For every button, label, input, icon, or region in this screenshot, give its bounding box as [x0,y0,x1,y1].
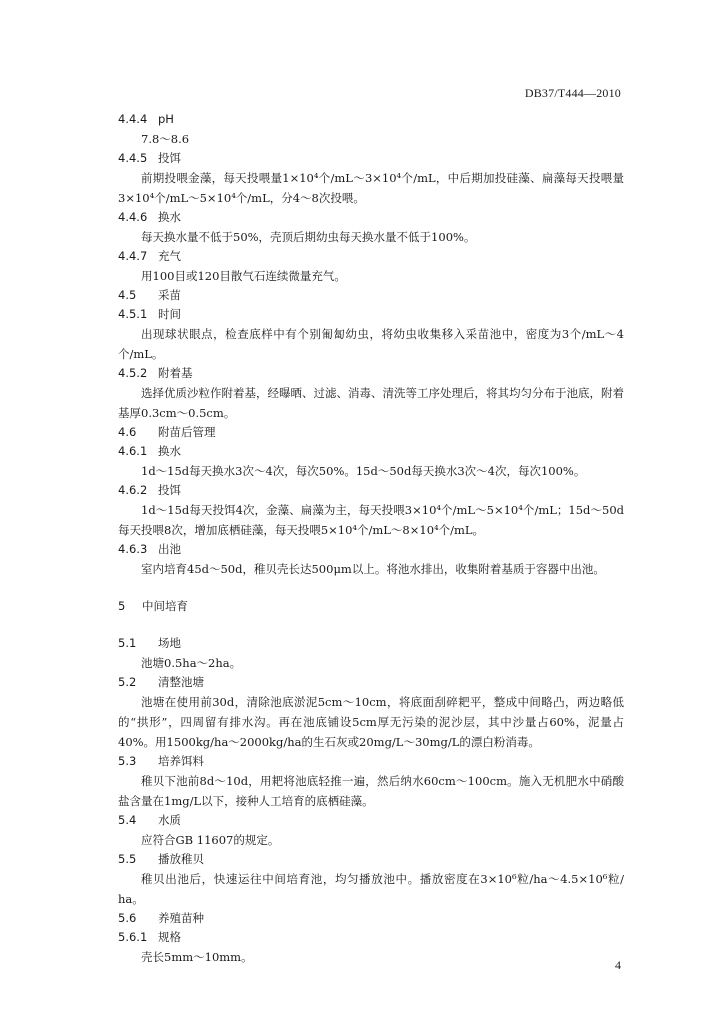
section-title: 附着基 [158,366,193,380]
section-number: 4.5 [118,288,137,302]
section-number: 4.4.6 [118,210,148,224]
section-number: 5.6 [118,911,137,925]
section-number: 5.6.1 [118,930,148,944]
body-paragraph: 池塘在使用前30d，清除池底淤泥5cm～10cm，将底面刮碎耙平，整成中间略凸，两边略低的“拱形”，四周留有排水沟。再在池底铺设5cm厚无污染的泥沙层，其中沙量占60%，泥量占40%。用1500kg/ha～2000kg/ha的生石灰或20mg/L～30mg/L的漂白粉消毒。 [118,695,624,749]
body-paragraph: 稚贝下池前8d～10d，用耙将池底轻推一遍，然后纳水60cm～100cm。施入无机肥水中硝酸盐含量在1mg/L以下，接种人工培育的底栖硅藻。 [118,774,624,808]
section-heading [118,673,624,692]
document-body [118,110,624,967]
body-paragraph: 前期投喂金藻，每天投喂量1×10⁴个/mL～3×10⁴个/mL，中后期加投硅藻、扁藻每天投喂量3×10⁴个/mL～5×10⁴个/mL，分4～8次投喂。 [118,171,624,205]
section-title: 采苗 [158,288,181,302]
section-number: 4.4.7 [118,249,148,263]
section-number: 4.5.1 [118,307,148,321]
body-paragraph: 室内培育45d～50d，稚贝壳长达500μm以上。将池水排出，收集附着基质于容器中出池。 [141,562,605,576]
body-paragraph: 每天换水量不低于50%，壳顶后期幼虫每天换水量不低于100%。 [141,230,476,244]
chapter-heading [118,597,624,616]
section-title: pH [158,112,174,126]
section-heading [118,811,624,830]
section-title: 播放稚贝 [158,852,204,866]
body-paragraph: 壳长5mm～10mm。 [141,950,253,964]
section-title: 培养饵料 [158,754,204,768]
section-title: 投饵 [158,483,181,497]
body-paragraph: 选择优质沙粒作附着基，经曝晒、过滤、消毒、清洗等工序处理后，将其均匀分布于池底，附着基厚0.3cm～0.5cm。 [118,386,624,420]
section-number: 4.6.2 [118,483,148,497]
section-heading [118,481,624,500]
body-paragraph: 1d～15d每天投饵4次，金藻、扁藻为主，每天投喂3×10⁴个/mL～5×10⁴个/mL；15d～50d每天投喂8次，增加底栖硅藻，每天投喂5×10⁴个/mL～8×10⁴个/mL。 [118,503,624,537]
page-number: 4 [615,958,621,972]
section-number: 4.6.3 [118,542,148,556]
section-number: 5.2 [118,675,137,689]
section-spacer [118,616,624,634]
body-paragraph: 池塘0.5ha～2ha。 [141,656,242,670]
section-number: 4.6.1 [118,444,148,458]
section-title: 中间培育 [142,599,188,613]
section-number: 4.4.4 [118,112,148,126]
body-paragraph: 应符合GB 11607的规定。 [141,833,280,847]
body-paragraph: 7.8～8.6 [141,132,190,146]
section-title: 场地 [158,636,181,650]
section-number: 5.5 [118,852,137,866]
section-number: 4.6 [118,425,137,439]
section-title: 附苗后管理 [158,425,216,439]
body-paragraph: 稚贝出池后，快速运往中间培育池，均匀播放池中。播放密度在3×10⁶粒/ha～4.5×10⁶粒/ ha。 [118,872,624,906]
section-number: 5.3 [118,754,137,768]
section-heading [118,423,624,442]
body-paragraph: 出现球状眼点，检查底样中有个别匍匐幼虫，将幼虫收集移入采苗池中，密度为3个/mL～4个/mL。 [118,327,624,361]
section-title: 充气 [158,249,181,263]
section-title: 养殖苗种 [158,911,204,925]
body-paragraph: 1d～15d每天换水3次～4次，每次50%。15d～50d每天换水3次～4次，每次100%。 [141,464,586,478]
section-heading [118,364,624,383]
section-heading [118,928,624,947]
section-heading [118,149,624,168]
section-heading [118,540,624,559]
section-number: 5.4 [118,813,137,827]
document-code-header: DB37/T444—2010 [524,86,621,100]
section-heading [118,909,624,928]
section-heading [118,305,624,324]
section-title: 规格 [158,930,181,944]
section-heading [118,850,624,869]
section-heading [118,110,624,129]
body-paragraph: 用100目或120目散气石连续微量充气。 [141,269,346,283]
section-heading [118,634,624,653]
section-title: 投饵 [158,151,181,165]
section-number: 4.5.2 [118,366,148,380]
section-number: 4.4.5 [118,151,148,165]
section-heading [118,286,624,305]
section-title: 换水 [158,210,181,224]
section-title: 换水 [158,444,181,458]
section-title: 水质 [158,813,181,827]
section-title: 时间 [158,307,181,321]
section-heading [118,442,624,461]
section-spacer [118,579,624,597]
section-title: 出池 [158,542,181,556]
section-heading [118,247,624,266]
section-heading [118,752,624,771]
section-number: 5 [118,599,126,613]
section-heading [118,208,624,227]
section-title: 清整池塘 [158,675,204,689]
section-number: 5.1 [118,636,137,650]
